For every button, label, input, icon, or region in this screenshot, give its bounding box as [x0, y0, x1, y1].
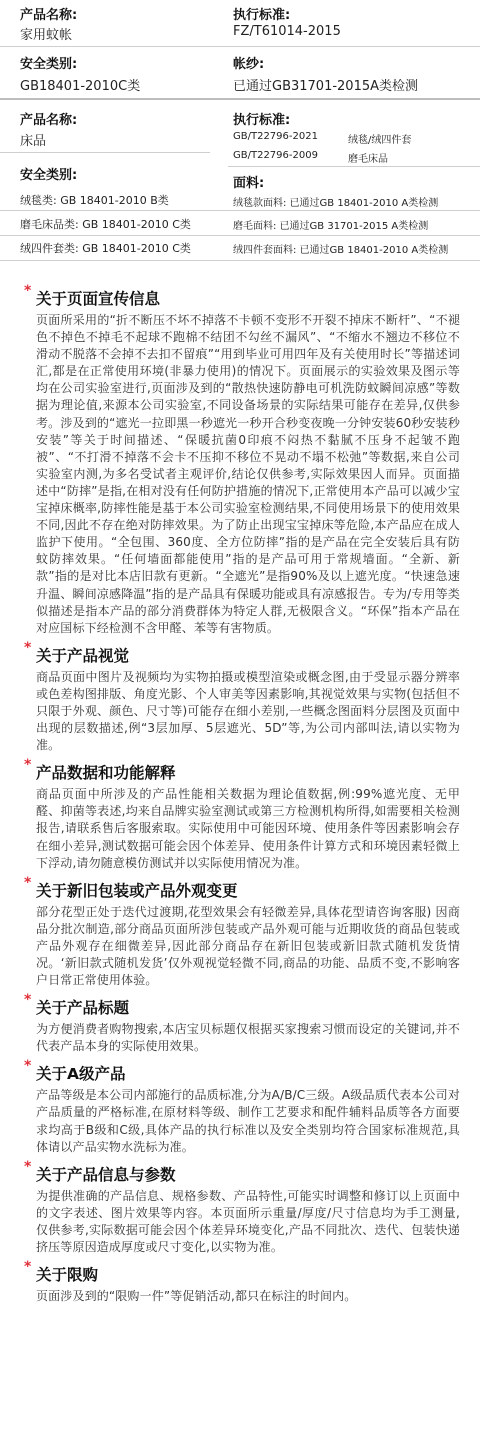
yarn-label: 帐纱:	[233, 57, 265, 72]
standard-desc: 绒毯/绒四件套	[348, 135, 412, 146]
asterisk-icon: *	[24, 757, 32, 774]
asterisk-icon: *	[24, 1158, 32, 1175]
safety-value: GB18401-2010C类	[20, 79, 141, 94]
asterisk-icon: *	[24, 1259, 32, 1276]
safety-item: 绒四件套类: GB 18401-2010 C类	[20, 242, 191, 255]
product-name-value: 床品	[20, 134, 47, 149]
standard-code: GB/T22796-2021	[233, 131, 318, 142]
standard-label: 执行标准:	[233, 8, 291, 23]
section-body: 为方便消费者购物搜索,本店宝贝标题仅根据买家搜索习惯而设定的关键词,并不代表产品本身的实际使用效果。	[36, 1022, 460, 1054]
notice-section	[24, 1259, 460, 1305]
divider	[0, 235, 480, 236]
section-body: 页面所采用的“折不断压不坏不掉落不卡顿不变形不开裂不掉床不断杆”、“不褪色不掉色不掉毛不起球不跑棉不结团不勾丝不漏风”、“不缩水不翘边不移位不滑动不脱落不会掉不去扣不留痕”“用到毕业可用四年及有关使用时长”等描述词汇,都是在正常使用环境(非暴力使用)的情况下。页面展示的实验效果及图示等均在公司实验室进行,页面涉及到的“散热快速防静电可机洗防蚊瞬间凉感”等数据为理论值,来源本公司实验室,不同设备场景的实际结果可能存在差异,仅供参考。涉及到的“遮光一拉即黑一秒遮光一秒开合秒变夜晚一分钟安装60秒安装秒安装”等关于时间描述、“保暖抗菌0印痕不闷热不黏腻不压身不起皱不跑被”、“不打滑不掉落不会卡不压抑不移位不晃动不塌不松弛”等数据,来自公司实验室内测,为多名受试者主观评价,结论仅供参考,实际效果因人而异。页面描述中“防摔”是指,在相对没有任何防护措施的情况下,正常使用本产品可以减少宝宝掉床概率,防摔性能是基于本公司实验室检测结果,不同使用场景下的使用效果不同,因此不存在绝对防摔效果。为了防止出现宝宝掉床等危险,本产品应在成人监护下使用。“全包围、360度、全方位防摔”指的是产品在完全安装后具有防蚊防摔效果。“任何墙面都能使用”指的是产品可用于常规墙面。“全新、新款”指的是对比本店旧款有更新。“全遮光”是指90%及以上遮光度。“快速急速升温、瞬间凉感降温”指的是产品具有保暖功能或具有凉感报告。专为/专用等类似描述是指本产品的部分消费群体为特定人群,无极限含义。“环保”指本产品在对应国标下经检测不含甲醛、苯等有害物质。	[36, 313, 460, 635]
section-title: 产品数据和功能解释	[36, 764, 176, 783]
notice-section	[24, 639, 460, 754]
asterisk-icon: *	[24, 992, 32, 1009]
section-title: 关于A级产品	[36, 1065, 126, 1084]
product-name-label: 产品名称:	[20, 113, 78, 128]
fabric-item: 绒毯款面料: 已通过GB 18401-2010 A类检测	[233, 198, 439, 209]
safety-label: 安全类别:	[20, 168, 78, 183]
section-body: 商品页面中图片及视频均为实物拍摄或模型渲染或概念图,由于受显示器分辨率或色差构图排版、角度光影、个人审美等因素影响,其视觉效果与实物(包括但不只限于外观、颜色、尺寸等)可能存在细小差别,一些概念图面料分层图及页面中出现的层数描述,例“3层加厚、5层遮光、5D”等,为公司内部叫法,请以实物为准。	[36, 669, 460, 753]
section-body: 产品等级是本公司内部施行的品质标准,分为A/B/C三级。A级品质代表本公司对产品质量的严格标准,在原材料等级、制作工艺要求和配件辅料品质等各方面要求均高于B级和C级,具体产品的执行标准以及安全类别均符合国家标准规范,具体请以产品实物水洗标为准。	[36, 1088, 460, 1154]
divider	[0, 260, 480, 261]
asterisk-icon: *	[24, 1058, 32, 1075]
notice-list	[0, 283, 480, 1305]
fabric-item: 磨毛面料: 已通过GB 31701-2015 A类检测	[233, 221, 429, 232]
safety-item: 绒毯类: GB 18401-2010 B类	[20, 194, 169, 207]
section-title: 关于产品信息与参数	[36, 1165, 176, 1184]
section-title: 关于新旧包装或产品外观变更	[36, 881, 238, 900]
safety-item: 磨毛床品类: GB 18401-2010 C类	[20, 218, 191, 231]
notice-section	[24, 992, 460, 1055]
divider	[0, 210, 480, 211]
notice-section	[24, 283, 460, 637]
section-title: 关于限购	[36, 1266, 99, 1285]
section-body: 页面涉及到的“限购一件”等促销活动,都只在标注的时间内。	[36, 1289, 357, 1304]
divider	[0, 152, 210, 153]
section-title: 关于页面宣传信息	[36, 290, 161, 308]
standard-label: 执行标准:	[233, 113, 291, 128]
notice-section	[24, 1058, 460, 1155]
asterisk-icon: *	[24, 283, 32, 299]
section-title: 关于产品视觉	[36, 646, 130, 665]
section-body: 商品页面中所涉及的产品性能相关数据为理论值数据,例:99%遮光度、无甲醛、抑菌等表述,均来自品牌实验室测试或第三方检测机构所得,如需要相关检测报告,请联系售后客服索取。实际使用中可能因环境、使用条件等因素影响会存在细小差异,测试数据可能会因个体差异、使用条件计算方式和环境因素轻微上下浮动,请勿随意模仿测试并以实际使用情况为准。	[36, 787, 460, 870]
notice-section	[24, 1158, 460, 1256]
divider	[0, 98, 480, 100]
asterisk-icon: *	[24, 874, 32, 891]
product-name-label: 产品名称:	[20, 8, 78, 23]
fabric-item: 绒四件套面料: 已通过GB 18401-2010 A类检测	[233, 245, 449, 256]
asterisk-icon: *	[24, 639, 32, 656]
section-title: 关于产品标题	[36, 999, 130, 1018]
spec-table	[0, 0, 480, 268]
product-name-value: 家用蚊帐	[20, 28, 73, 43]
standard-code: GB/T22796-2009	[233, 150, 318, 161]
notice-section	[24, 757, 460, 871]
safety-label: 安全类别:	[20, 57, 78, 72]
standard-value: FZ/T61014-2015	[233, 24, 341, 39]
section-body: 部分花型正处于迭代过渡期,花型效果会有轻微差异,具体花型请咨询客服) 因商品分批次制造,部分商品页面所涉包装或产品外观可能与近期收货的商品包装或产品外观存在细微差异,因此部分商品存在新旧包装或新旧款式随机发货情况。‘新旧款式随机发货’仅外观视觉轻微不同,商品的功能、品质不变,不影响客户日常正常使用体验。	[36, 904, 460, 988]
section-body: 为提供准确的产品信息、规格参数、产品特性,可能实时调整和修订以上页面中的文字表述、图片效果等内容。本页面所示重量/厚度/尺寸信息均为手工测量,仅供参考,实际数据可能会因个体差异环境变化,产品不同批次、迭代、包装快递挤压等原因造成厚度或尺寸变化,以实物为准。	[36, 1188, 460, 1255]
divider	[228, 166, 480, 167]
notice-section	[24, 874, 460, 989]
fabric-label: 面料:	[233, 176, 265, 191]
yarn-value: 已通过GB31701-2015A类检测	[233, 79, 419, 94]
standard-desc: 磨毛床品	[348, 154, 388, 165]
divider	[0, 46, 480, 47]
